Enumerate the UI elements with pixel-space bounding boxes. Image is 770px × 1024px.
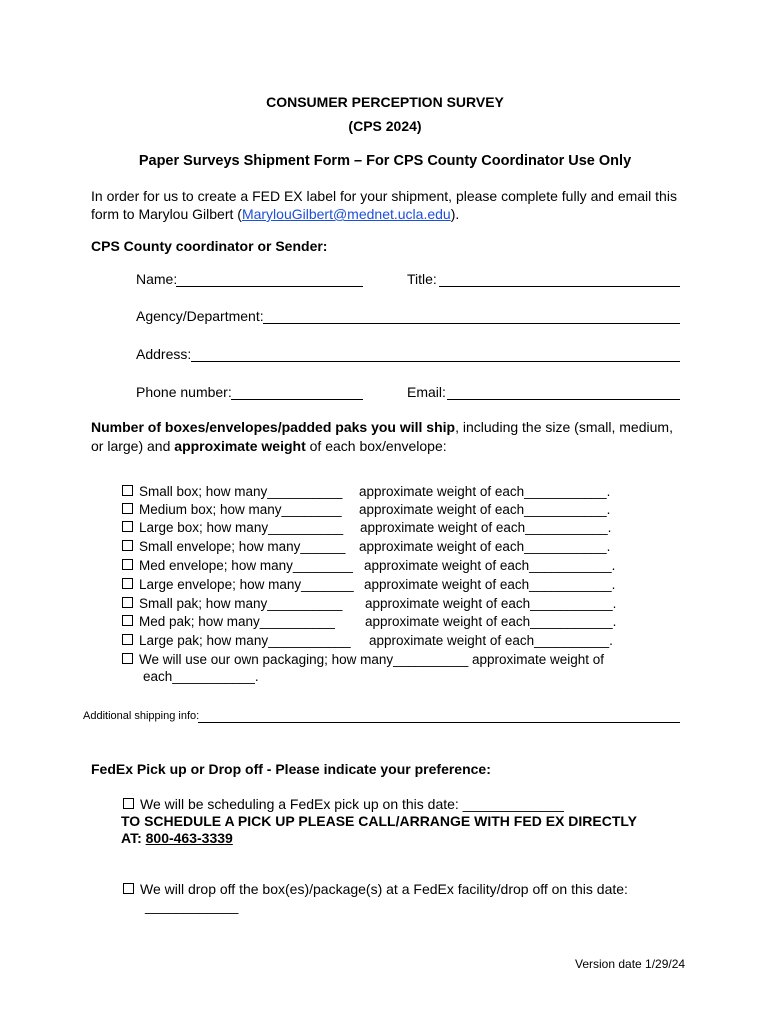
checkbox[interactable] [123, 883, 134, 894]
agency-label: Agency/Department: [136, 308, 264, 324]
phone-label: Phone number: [136, 384, 232, 400]
weight-med-pak: approximate weight of each___________. [365, 614, 617, 629]
box-option-medium-box [122, 502, 342, 517]
boxes-text-2b: of each box/envelope: [305, 438, 447, 454]
option-label: Large box; how many__________ [139, 520, 344, 535]
weight-med-envelope: approximate weight of each___________. [364, 558, 616, 573]
box-option-small-pak [122, 596, 342, 611]
phone-field[interactable] [231, 399, 363, 400]
dropoff-option [123, 881, 628, 897]
option-label: Small envelope; how many______ [139, 539, 346, 554]
phone-prefix: AT: [121, 830, 146, 846]
option-label: Med envelope; how many________ [139, 558, 353, 573]
checkbox[interactable] [122, 578, 133, 589]
intro-line-2 [91, 206, 459, 222]
option-label: Large envelope; how many_______ [139, 577, 354, 592]
email-label: Email: [407, 384, 446, 400]
name-label: Name: [136, 271, 178, 287]
survey-subtitle: (CPS 2024) [348, 118, 422, 134]
name-field[interactable] [176, 286, 363, 287]
checkbox[interactable] [122, 521, 133, 532]
checkbox[interactable] [122, 503, 133, 514]
box-option-small-envelope [122, 539, 345, 554]
address-field[interactable] [191, 361, 680, 362]
boxes-instruction-line-1 [91, 419, 673, 435]
schedule-instruction: TO SCHEDULE A PICK UP PLEASE CALL/ARRANGE WITH FED EX DIRECTLY [121, 813, 637, 829]
weight-small-box: approximate weight of each___________. [359, 484, 611, 499]
title-label: Title: [407, 271, 437, 287]
agency-field[interactable] [263, 323, 680, 324]
option-label: Medium box; how many________ [139, 502, 342, 517]
box-option-med-envelope [122, 558, 353, 573]
intro-suffix: ). [450, 206, 460, 222]
weight-small-pak: approximate weight of each___________. [365, 596, 617, 611]
address-label: Address: [136, 346, 192, 362]
boxes-bold: Number of boxes/envelopes/padded paks you will ship [91, 419, 456, 435]
checkbox[interactable] [122, 615, 133, 626]
option-label: We will use our own packaging; how many__________ approximate weight of [139, 652, 605, 667]
form-title: Paper Surveys Shipment Form – For CPS County Coordinator Use Only [138, 153, 632, 169]
box-option-large-envelope [122, 577, 354, 592]
option-label: Med pak; how many__________ [139, 614, 335, 629]
box-option-large-box [122, 520, 343, 535]
pickup-option [123, 796, 564, 812]
boxes-instruction-line-2 [91, 438, 447, 454]
option-label: Large pak; how many___________ [139, 633, 351, 648]
box-option-med-pak [122, 614, 335, 629]
additional-info-field[interactable] [198, 722, 680, 723]
checkbox[interactable] [122, 597, 133, 608]
option-label: Small box; how many__________ [139, 484, 343, 499]
box-option-own-packaging [122, 652, 604, 667]
title-field[interactable] [439, 286, 680, 287]
weight-bold: approximate weight [174, 438, 306, 454]
dropoff-date-blank[interactable]: ____________ [145, 898, 239, 914]
pickup-label: We will be scheduling a FedEx pick up on this date: _____________ [140, 796, 564, 812]
box-option-large-pak [122, 633, 351, 648]
checkbox[interactable] [122, 634, 133, 645]
email-field[interactable] [447, 399, 680, 400]
dropoff-label: We will drop off the box(es)/package(s) at a FedEx facility/drop off on this date: [140, 881, 628, 897]
intro-prefix: form to Marylou Gilbert ( [91, 206, 242, 222]
weight-small-envelope: approximate weight of each___________. [359, 539, 611, 554]
boxes-text-2a: or large) and [91, 438, 175, 454]
intro-line-1: In order for us to create a FED EX label for your shipment, please complete fully and email this [91, 188, 677, 204]
additional-info-label: Additional shipping info: [83, 710, 200, 722]
weight-large-pak: approximate weight of each__________. [369, 633, 613, 648]
own-packaging-weight: each___________. [143, 669, 259, 684]
weight-medium-box: approximate weight of each___________. [359, 502, 611, 517]
schedule-phone-line [121, 830, 233, 846]
checkbox[interactable] [122, 559, 133, 570]
fedex-heading: FedEx Pick up or Drop off - Please indicate your preference: [91, 761, 491, 777]
option-label: Small pak; how many__________ [139, 596, 343, 611]
checkbox[interactable] [122, 540, 133, 551]
checkbox[interactable] [122, 653, 133, 664]
email-link[interactable]: MarylouGilbert@mednet.ucla.edu [241, 206, 451, 222]
fedex-phone: 800-463-3339 [145, 830, 233, 846]
checkbox[interactable] [122, 485, 133, 496]
survey-title: CONSUMER PERCEPTION SURVEY [266, 94, 504, 110]
sender-heading: CPS County coordinator or Sender: [91, 238, 328, 254]
checkbox[interactable] [123, 798, 134, 809]
version-date: Version date 1/29/24 [575, 957, 686, 971]
boxes-text: , including the size (small, medium, [455, 419, 673, 435]
weight-large-envelope: approximate weight of each___________. [364, 577, 616, 592]
weight-large-box: approximate weight of each___________. [360, 520, 612, 535]
box-option-small-box [122, 484, 342, 499]
